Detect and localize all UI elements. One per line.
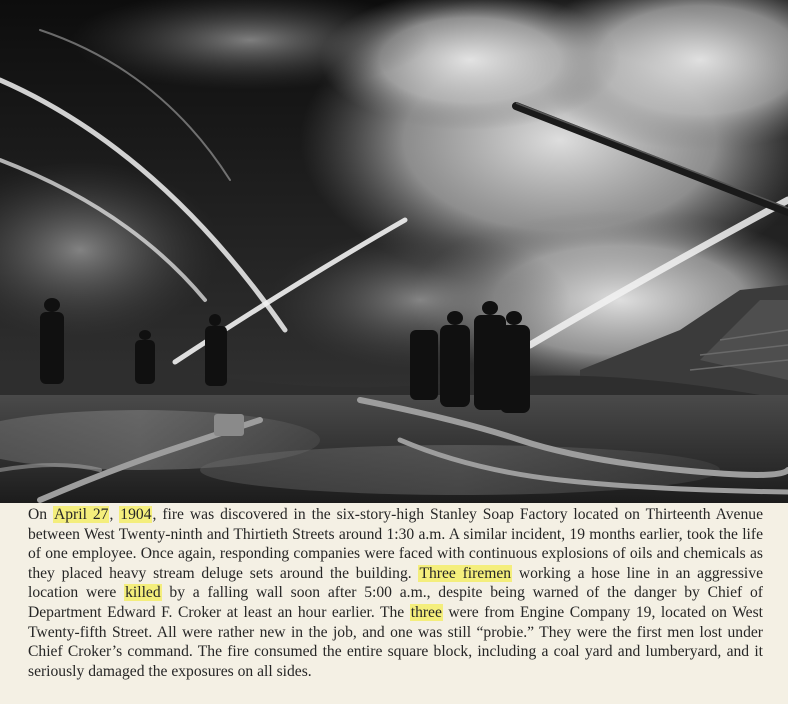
- highlighted-text: three: [410, 603, 442, 621]
- highlighted-text: 1904: [120, 506, 152, 523]
- caption-text: were from Engine Company 19, located on West Twenty-fifth Street. All were rather new in the job, and one was still “probie.” They were the first men lost under Chief Croker’s command. The fire consumed the entire square block, including a coal yard and lumberyard, and it seriously damaged the exposures on all sides.: [28, 603, 763, 680]
- caption-text: On: [28, 506, 53, 523]
- caption-text: ,: [109, 506, 120, 523]
- caption-text: , fire was discovered in the six-story-high Stanley Soap Factory located on Thirteenth Avenue between West Twenty-ninth and Thirtieth Streets around 1:30 a.m. A similar incident, 19 months earlier, took the life of one employee. Once again, responding companies were faced with continuous explosions of oils and chemicals as they placed heavy stream deluge sets around the building.: [28, 506, 763, 582]
- highlighted-text: killed: [125, 584, 161, 602]
- caption-text: by a falling wall soon after 5:00 a.m., despite being warned of the danger by Chief of Department Edward F. Croker at least an hour earlier. The: [28, 584, 763, 621]
- photo-caption: [28, 505, 763, 701]
- caption-text: working a hose line in an aggressive location were: [28, 564, 763, 602]
- highlighted-text: Three firemen: [419, 564, 512, 582]
- highlighted-text: April 27: [54, 506, 109, 523]
